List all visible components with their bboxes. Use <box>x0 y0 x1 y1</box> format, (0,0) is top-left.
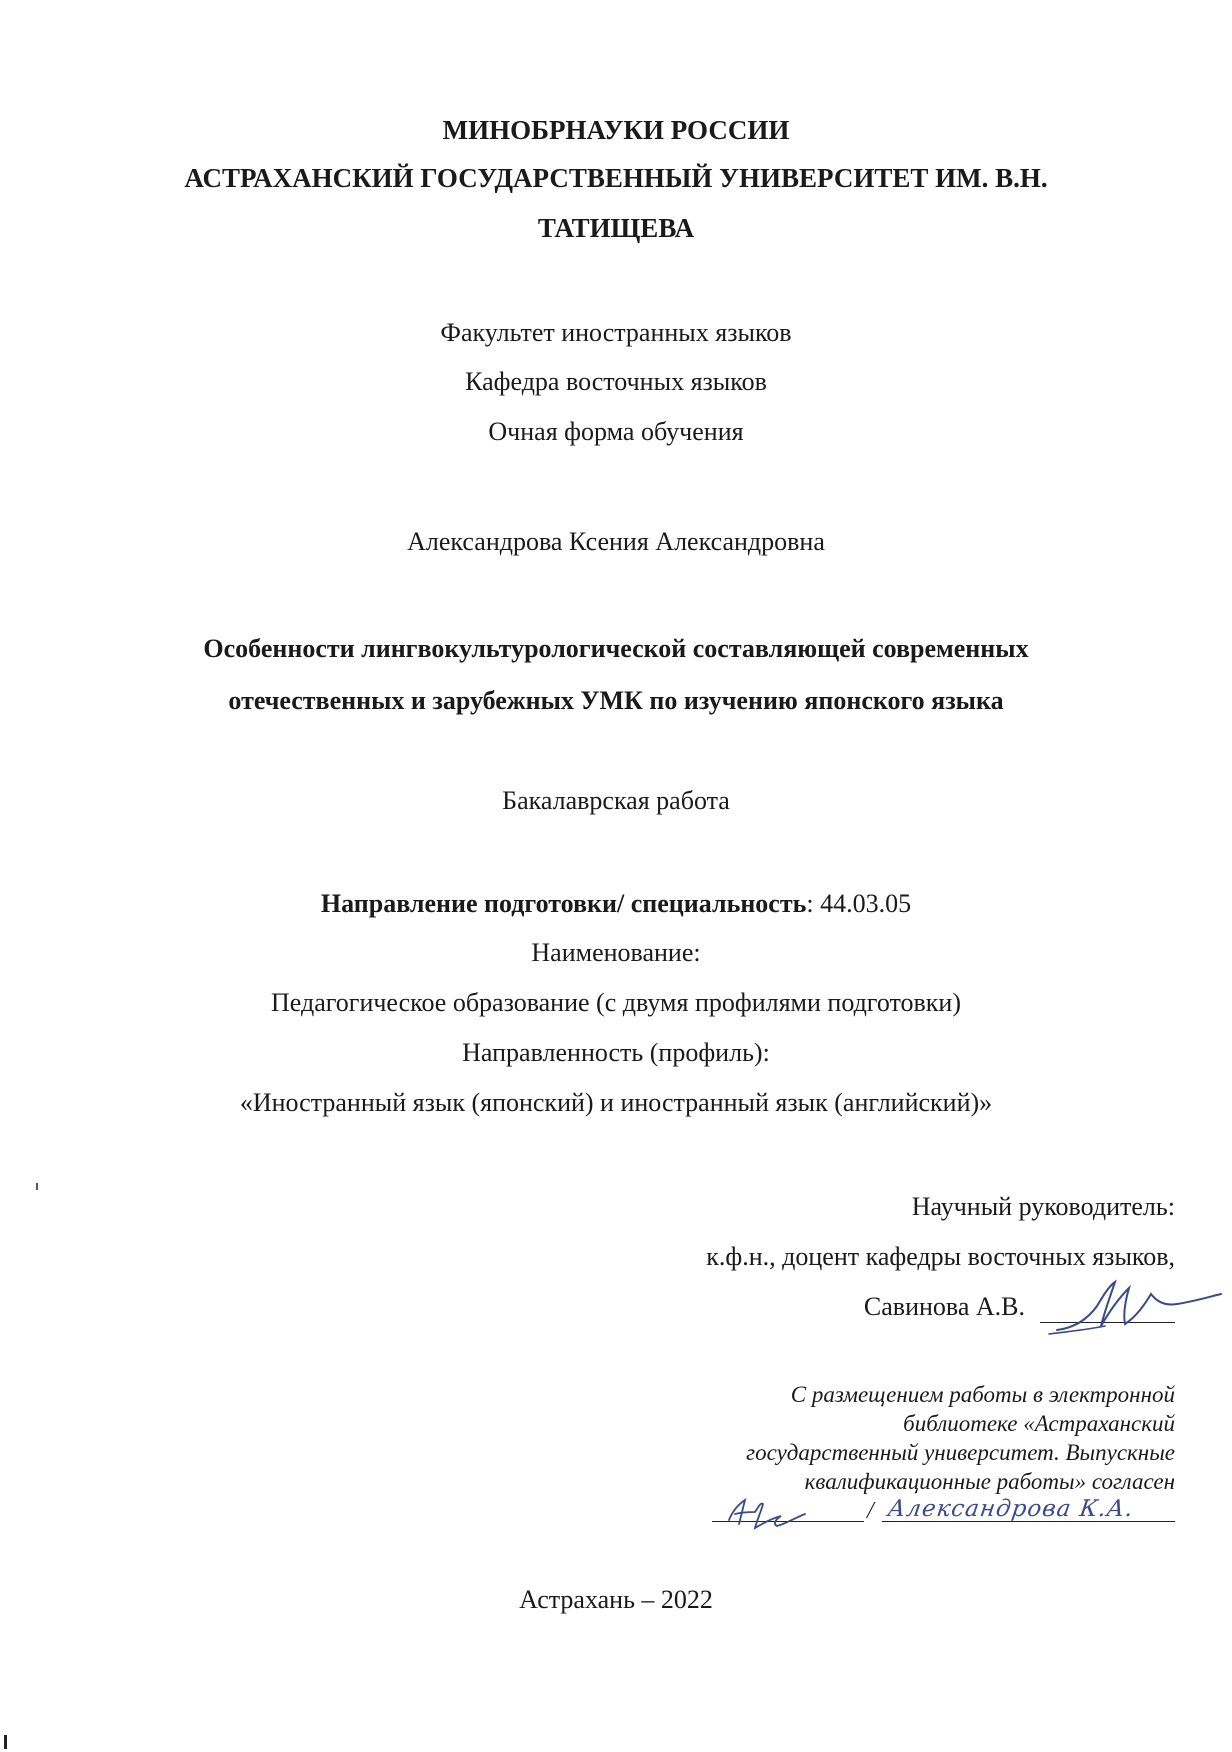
work-type: Бакалаврская работа <box>502 786 730 815</box>
author-name: Александрова Ксения Александровна <box>407 527 825 556</box>
city-year: Астрахань – 2022 <box>519 1585 713 1614</box>
consent-line3: государственный университет. Выпускные <box>746 1440 1175 1465</box>
signature-separator: / <box>867 1498 874 1524</box>
ministry-heading: МИНОБРНАУКИ РОССИИ <box>442 115 790 145</box>
consent-line4: квалификационные работы» согласен <box>804 1469 1175 1494</box>
university-heading-line1: АСТРАХАНСКИЙ ГОСУДАРСТВЕННЫЙ УНИВЕРСИТЕТ ИМ. В.Н. <box>184 163 1048 193</box>
direction-label: Направление подготовки/ специальность <box>320 889 807 918</box>
study-form: Очная форма обучения <box>488 417 744 446</box>
student-signature <box>715 1490 835 1540</box>
program-name-value: Педагогическое образование (с двумя профилями подготовки) <box>271 988 961 1017</box>
direction-line <box>0 888 1232 920</box>
direction-code: : 44.03.05 <box>806 889 912 918</box>
scan-speck <box>36 1183 38 1190</box>
faculty-name: Факультет иностранных языков <box>440 318 792 347</box>
university-heading-line2: ТАТИЩЕВА <box>537 213 695 243</box>
profile-label: Направленность (профиль): <box>462 1038 770 1067</box>
program-name-label: Наименование: <box>531 938 701 967</box>
thesis-title-line2: отечественных и зарубежных УМК по изучению японского языка <box>228 686 1004 715</box>
supervisor-name: Савинова А.В. <box>863 1292 1025 1321</box>
chair-name: Кафедра восточных языков <box>465 367 767 396</box>
student-handwritten-name: Александрова К.А. <box>886 1496 1136 1522</box>
supervisor-signature <box>1045 1272 1225 1342</box>
profile-value: «Иностранный язык (японский) и иностранный язык (английский)» <box>239 1088 993 1117</box>
supervisor-label: Научный руководитель: <box>911 1192 1175 1221</box>
thesis-title-line1: Особенности лингвокультурологической составляющей современных <box>203 634 1029 663</box>
scan-speck <box>4 1735 7 1749</box>
consent-line1: С размещением работы в электронной <box>790 1382 1175 1407</box>
supervisor-position: к.ф.н., доцент кафедры восточных языков, <box>706 1242 1175 1271</box>
consent-line2: библиотеке «Астраханский <box>903 1411 1175 1436</box>
